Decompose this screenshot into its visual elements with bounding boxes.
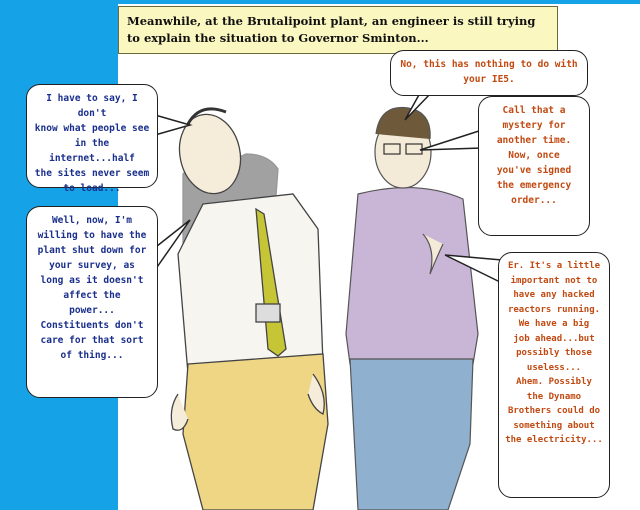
speech-bubble-survey: Well, now, I'm willing to have the plant shut down for your survey, as long as it doesn't affect the power... Constituents don't care for that sort of thing... <box>26 206 158 398</box>
tail-ie5 <box>405 92 432 120</box>
speech-bubble-ie5: No, this has nothing to do with your IE5. <box>390 50 588 96</box>
narration-caption: Meanwhile, at the Brutalipoint plant, an engineer is still trying to explain the situation to Governor Sminton... <box>118 6 558 54</box>
speech-bubble-mystery: Call that a mystery for another time. Now, once you've signed the emergency order... <box>478 96 590 236</box>
tail-internet <box>155 115 190 135</box>
speech-bubble-reactors: Er. It's a little important not to have any hacked reactors running. We have a big job ahead...but possibly those useless... Ahem. Possibly the Dynamo Brothers could do something about the electricity... <box>498 252 610 498</box>
speech-bubble-internet: I have to say, I don't know what people see in the internet...half the sites never seem to load... <box>26 84 158 188</box>
tail-mystery <box>420 130 482 150</box>
tail-reactors <box>445 255 502 282</box>
